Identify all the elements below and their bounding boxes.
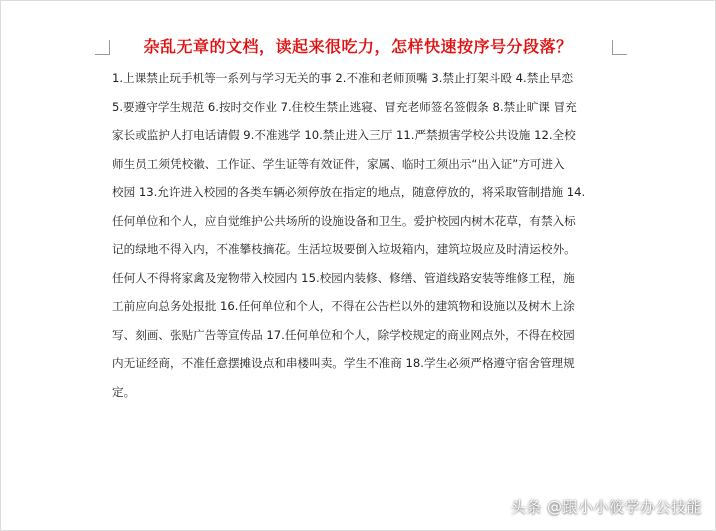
document-title: 杂乱无章的文档，读起来很吃力，怎样快速按序号分段落？ — [143, 37, 573, 56]
body-line: 内无证经商，不准任意摆摊设点和串楼叫卖。学生不准商 18.学生必须严格遵守宿舍管理规 — [112, 356, 575, 370]
body-line: 任何单位和个人，应自觉维护公共场所的设施设备和卫生。爱护校园内树木花草，有禁入标 — [112, 213, 576, 228]
body-line: 1.上课禁止玩手机等一系列与学习无关的事 2.不准和老师顶嘴 3.禁止打架斗殴 4.禁止早恋 — [112, 71, 574, 85]
body-line: 任何人不得将家禽及宠物带入校园内 15.校园内装修、修缮、管道线路安装等维修工程，施 — [112, 270, 575, 285]
document-body[interactable] — [112, 64, 612, 406]
body-line: 家长或监护人打电话请假 9.不准逃学 10.禁止进入三厅 11.严禁损害学校公共设施 12.全校 — [112, 128, 576, 142]
body-line: 师生员工须凭校徽、工作证、学生证等有效证件，家属、临时工须出示“出入证”方可进入 — [112, 156, 565, 171]
body-line: 记的绿地不得入内，不准攀枝摘花。生活垃圾要倒入垃圾箱内，建筑垃圾应及时清运校外。 — [112, 242, 576, 256]
body-line: 工前应向总务处报批 16.任何单位和个人，不得在公告栏以外的建筑物和设施以及树木上涂 — [112, 299, 575, 313]
body-line: 写、刻画、张贴广告等宣传品 17.任何单位和个人，除学校规定的商业网点外，不得在校园 — [112, 327, 575, 342]
body-line: 定。 — [112, 384, 136, 399]
body-line: 校园 13.允许进入校园的各类车辆必须停放在指定的地点，随意停放的，将采取管制措施 14. — [112, 185, 586, 199]
body-line: 5.要遵守学生规范 6.按时交作业 7.住校生禁止逃寝、冒充老师签名签假条 8.禁止旷课 冒充 — [112, 99, 577, 114]
watermark: 头条 @跟小小筱学办公技能 — [510, 498, 702, 516]
